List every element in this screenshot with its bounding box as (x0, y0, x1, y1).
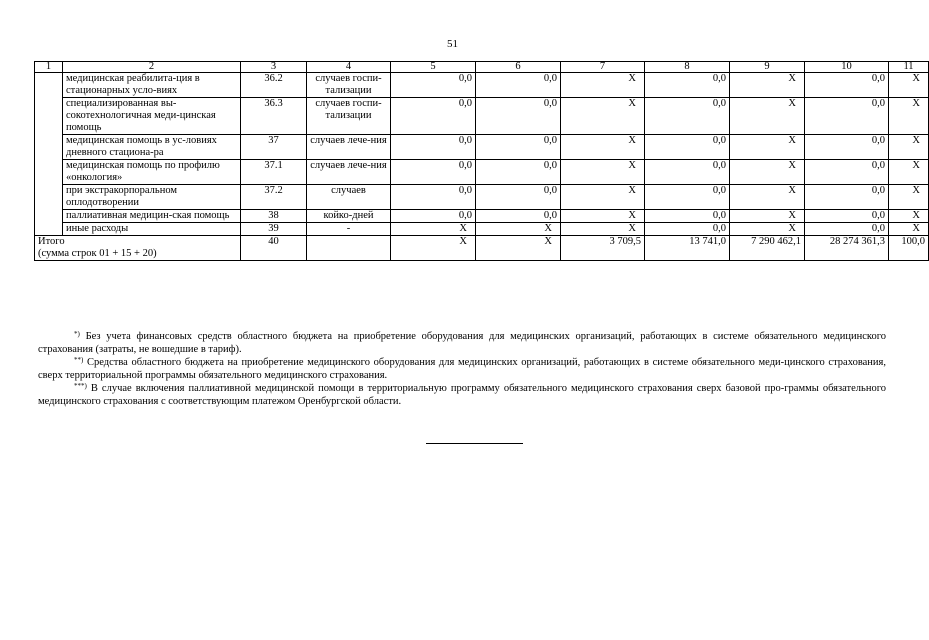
row-name: медицинская помощь в ус-ловиях дневного стациона-ра (63, 135, 241, 160)
end-rule (426, 443, 523, 444)
row-c7: Х (561, 98, 645, 135)
row-c5: 0,0 (391, 135, 476, 160)
footnote-text: Без учета финансовых средств областного бюджета на приобретение оборудования для медицинских организаций, работающих в системе обязательного медицинского страхования (затраты, не вошедшие в тариф). (38, 331, 886, 355)
row-c7: Х (561, 160, 645, 185)
total-label (35, 236, 241, 261)
row-c10: 0,0 (805, 160, 889, 185)
row-c6: 0,0 (476, 135, 561, 160)
row-code: 37.2 (241, 185, 307, 210)
row-c11: Х (889, 73, 929, 98)
row-c5: 0,0 (391, 160, 476, 185)
row-c9: Х (730, 73, 805, 98)
row-unit: случаев лече-ния (307, 135, 391, 160)
row-c11: Х (889, 223, 929, 236)
row-c8: 0,0 (645, 185, 730, 210)
header-cell: 4 (307, 62, 391, 73)
col1-cell (35, 210, 63, 223)
footnote-text: Средства областного бюджета на приобретение медицинского оборудования для медицинских организаций, работающих в системе обязательного меди-цинского страхования, сверх территориальной программы обязательного медицинского страхования. (38, 357, 886, 381)
total-c5: Х (391, 236, 476, 261)
footnote (38, 330, 886, 356)
row-c11: Х (889, 98, 929, 135)
row-unit: койко-дней (307, 210, 391, 223)
row-c7: Х (561, 223, 645, 236)
row-c11: Х (889, 160, 929, 185)
row-name: иные расходы (63, 223, 241, 236)
row-code: 37.1 (241, 160, 307, 185)
row-name: при экстракорпоральном оплодотворении (63, 185, 241, 210)
row-c7: Х (561, 135, 645, 160)
row-c11: Х (889, 210, 929, 223)
row-unit: - (307, 223, 391, 236)
row-c6: 0,0 (476, 98, 561, 135)
col1-cell (35, 160, 63, 185)
total-c7: 3 709,5 (561, 236, 645, 261)
total-c8: 13 741,0 (645, 236, 730, 261)
row-c6: 0,0 (476, 73, 561, 98)
row-name: специализированная вы-сокотехнологичная меди-цинская помощь (63, 98, 241, 135)
total-c6: Х (476, 236, 561, 261)
row-name: паллиативная медицин-ская помощь (63, 210, 241, 223)
row-c10: 0,0 (805, 73, 889, 98)
header-cell: 10 (805, 62, 889, 73)
row-c11: Х (889, 185, 929, 210)
table-row (35, 98, 929, 135)
data-table (34, 61, 929, 261)
row-c8: 0,0 (645, 98, 730, 135)
row-c8: 0,0 (645, 73, 730, 98)
row-c10: 0,0 (805, 223, 889, 236)
row-c9: Х (730, 160, 805, 185)
footnotes (38, 330, 886, 408)
total-name-detail: (сумма строк 01 + 15 + 20) (38, 248, 157, 259)
row-name: медицинская помощь по профилю «онкология» (63, 160, 241, 185)
row-c6: Х (476, 223, 561, 236)
header-cell: 11 (889, 62, 929, 73)
footnote-mark: *) (74, 330, 80, 338)
row-code: 36.2 (241, 73, 307, 98)
row-c7: Х (561, 210, 645, 223)
header-row (35, 62, 929, 73)
total-row (35, 236, 929, 261)
row-c8: 0,0 (645, 160, 730, 185)
footnote-mark: ***) (74, 382, 87, 390)
col1-cell (35, 73, 63, 98)
row-c8: 0,0 (645, 135, 730, 160)
row-name: медицинская реабилита-ция в стационарных усло-виях (63, 73, 241, 98)
row-c5: 0,0 (391, 185, 476, 210)
row-c5: Х (391, 223, 476, 236)
header-cell: 7 (561, 62, 645, 73)
row-c9: Х (730, 135, 805, 160)
row-unit: случаев лече-ния (307, 160, 391, 185)
footnote (38, 356, 886, 382)
table-row (35, 210, 929, 223)
header-cell: 6 (476, 62, 561, 73)
footnote (38, 382, 886, 408)
total-c9: 7 290 462,1 (730, 236, 805, 261)
row-c5: 0,0 (391, 98, 476, 135)
row-unit: случаев госпи-тализации (307, 98, 391, 135)
row-c6: 0,0 (476, 160, 561, 185)
total-name: Итого (38, 236, 65, 247)
row-c11: Х (889, 135, 929, 160)
row-c6: 0,0 (476, 185, 561, 210)
table-row (35, 135, 929, 160)
row-c8: 0,0 (645, 210, 730, 223)
row-unit: случаев (307, 185, 391, 210)
header-cell: 5 (391, 62, 476, 73)
col1-cell (35, 223, 63, 236)
col1-cell (35, 185, 63, 210)
row-code: 39 (241, 223, 307, 236)
table-row (35, 223, 929, 236)
footnote-mark: **) (74, 356, 84, 364)
footnote-text: В случае включения паллиативной медицинской помощи в территориальную программу обязательного медицинского страхования сверх базовой про-граммы обязательного медицинского страхования с соответствующим платежом Оренбургской области. (38, 383, 886, 407)
header-cell: 9 (730, 62, 805, 73)
row-c9: Х (730, 98, 805, 135)
col1-cell (35, 98, 63, 135)
row-c10: 0,0 (805, 135, 889, 160)
table-row (35, 160, 929, 185)
page-number: 51 (447, 38, 458, 50)
row-c6: 0,0 (476, 210, 561, 223)
row-c7: Х (561, 73, 645, 98)
row-c9: Х (730, 210, 805, 223)
total-c11: 100,0 (889, 236, 929, 261)
col1-cell (35, 135, 63, 160)
row-code: 37 (241, 135, 307, 160)
row-c9: Х (730, 223, 805, 236)
row-unit: случаев госпи-тализации (307, 73, 391, 98)
row-c5: 0,0 (391, 73, 476, 98)
total-c10: 28 274 361,3 (805, 236, 889, 261)
row-c9: Х (730, 185, 805, 210)
header-cell: 2 (63, 62, 241, 73)
row-c10: 0,0 (805, 98, 889, 135)
row-c10: 0,0 (805, 210, 889, 223)
header-cell: 8 (645, 62, 730, 73)
row-code: 36.3 (241, 98, 307, 135)
header-cell: 1 (35, 62, 63, 73)
row-c5: 0,0 (391, 210, 476, 223)
table-row (35, 185, 929, 210)
total-code: 40 (241, 236, 307, 261)
row-c10: 0,0 (805, 185, 889, 210)
header-cell: 3 (241, 62, 307, 73)
row-c7: Х (561, 185, 645, 210)
table-row (35, 73, 929, 98)
total-unit (307, 236, 391, 261)
row-code: 38 (241, 210, 307, 223)
row-c8: 0,0 (645, 223, 730, 236)
